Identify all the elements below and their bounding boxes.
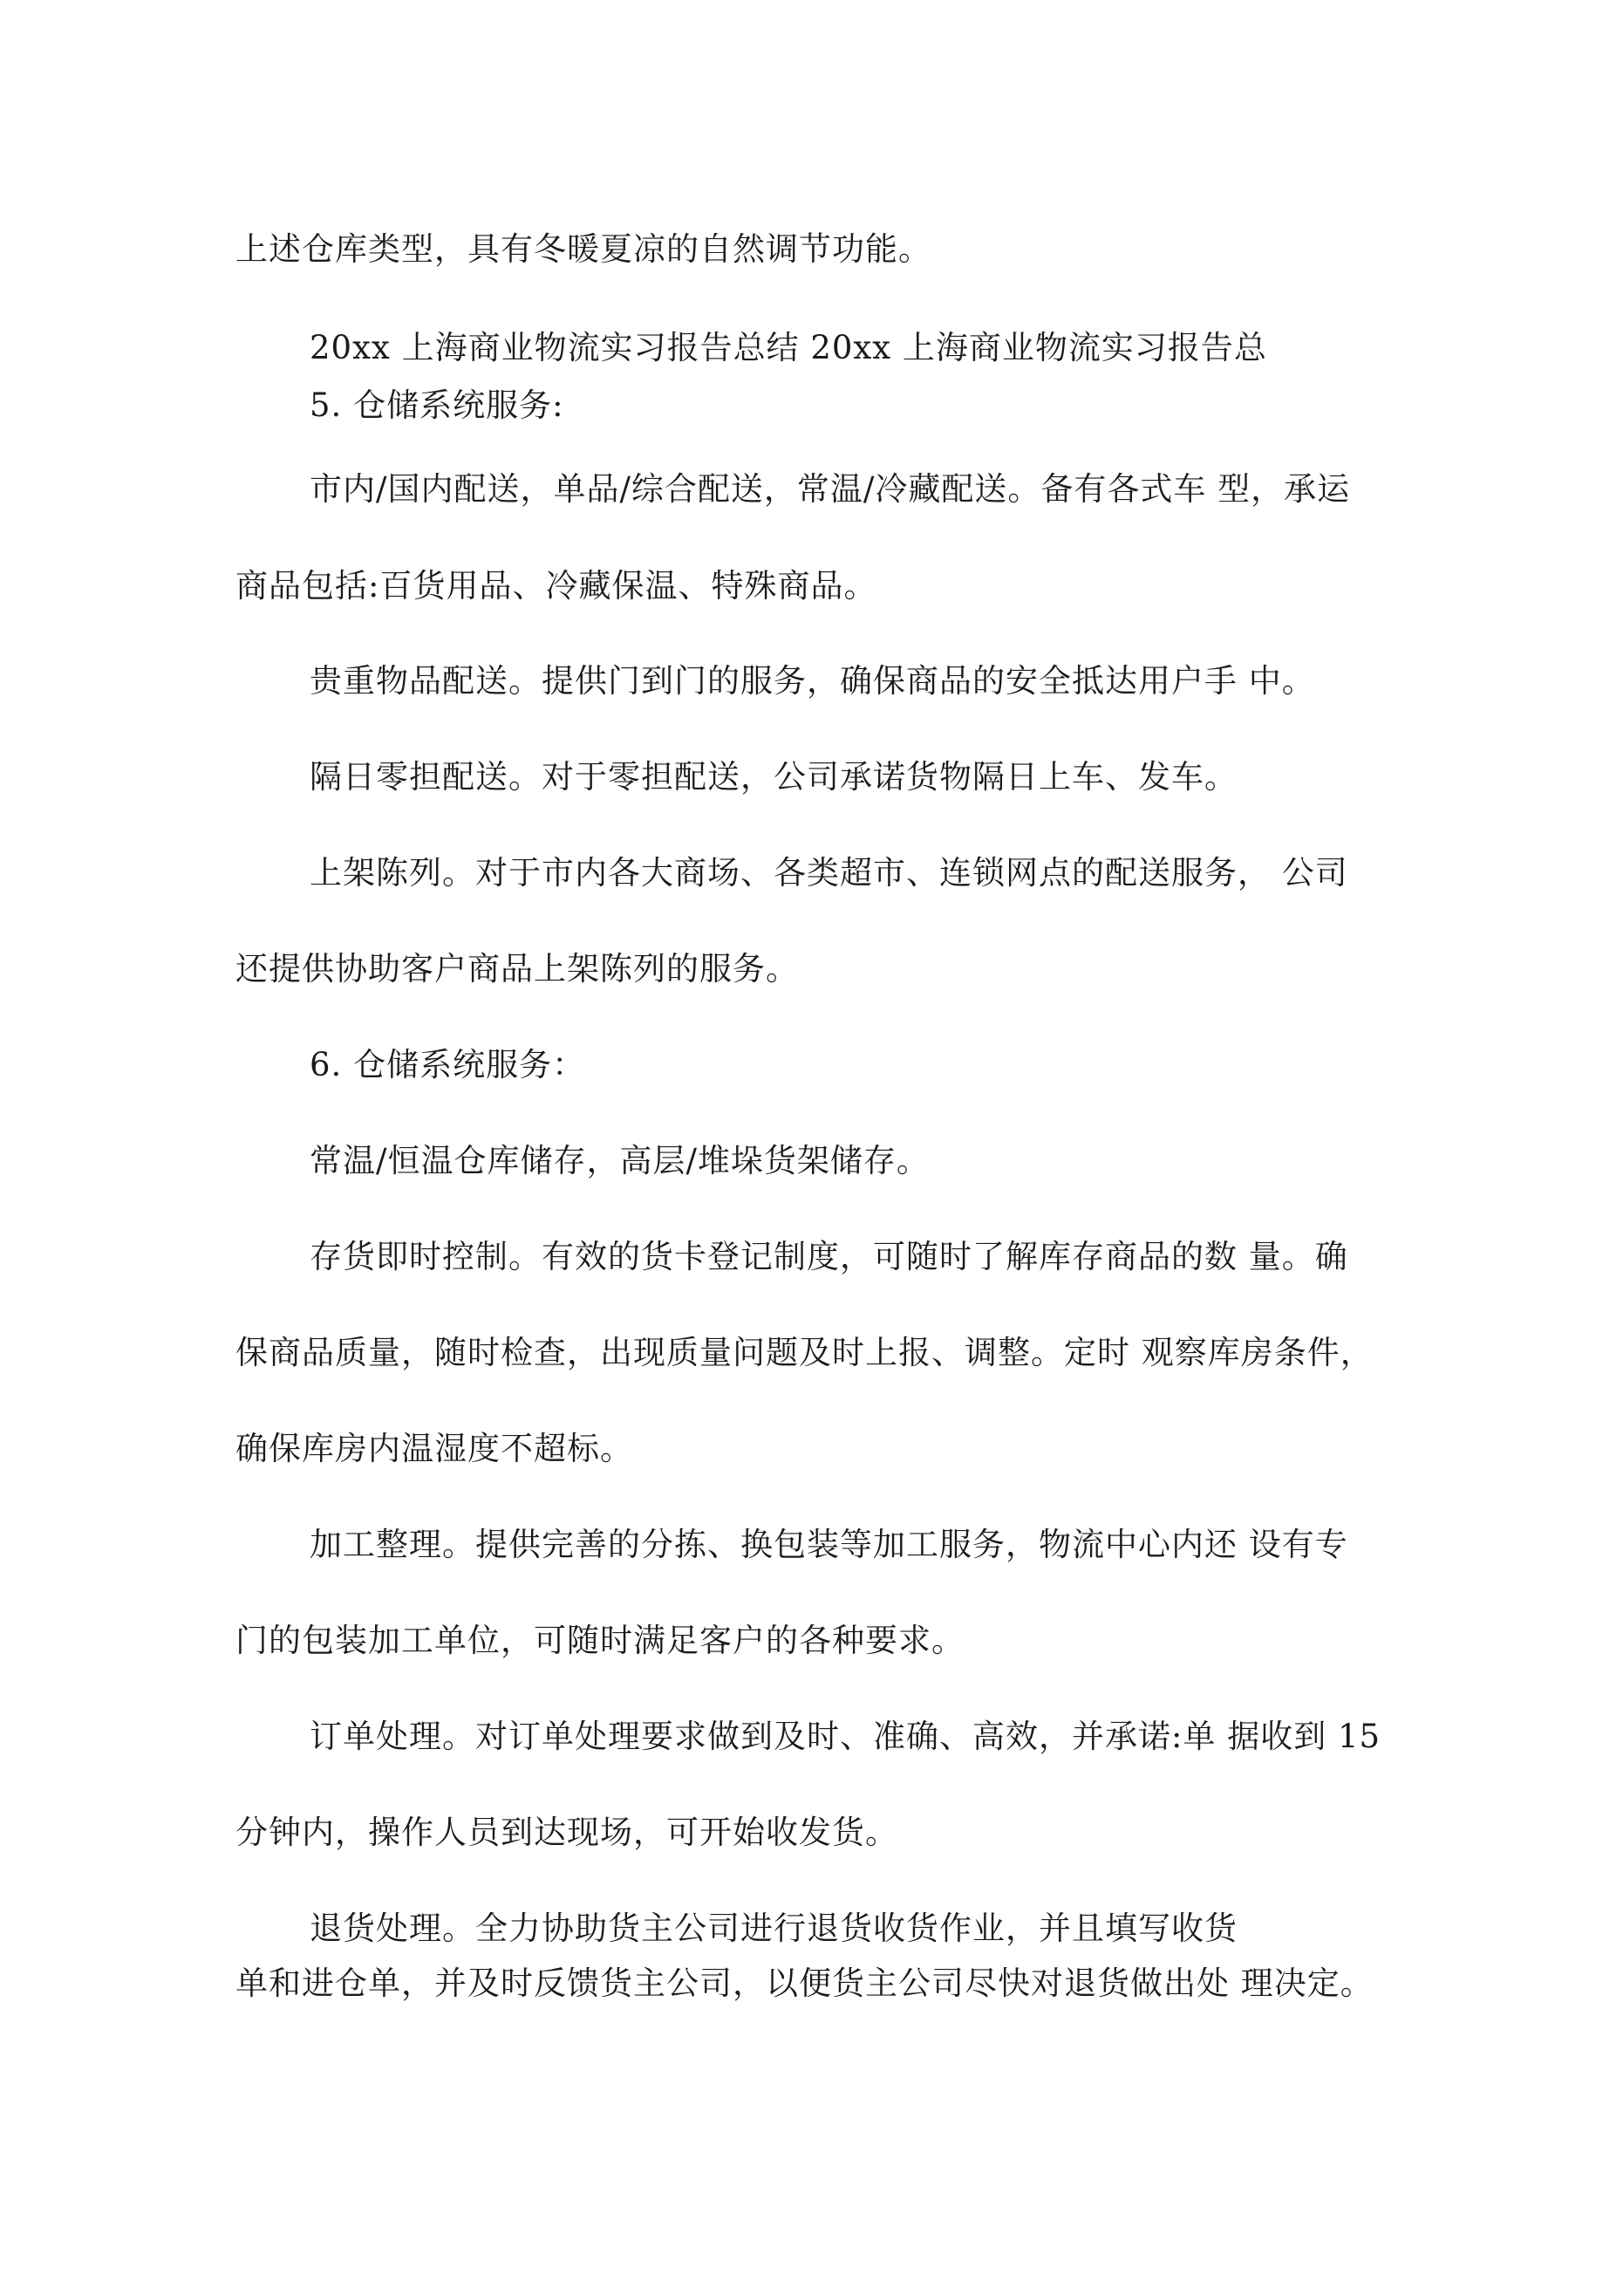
text-line-14: 门的包装加工单位，可随时满足客户的各种要求。 xyxy=(235,1622,965,1659)
text-line-2: 20xx 上海商业物流实习报告总结 20xx 上海商业物流实习报告总 xyxy=(310,329,1267,366)
text-line-18: 单和进仓单，并及时反馈货主公司，以便货主公司尽快对退货做出处 理决定。 xyxy=(235,1965,1374,2002)
text-line-16: 分钟内，操作人员到达现场，可开始收发货。 xyxy=(235,1814,898,1851)
text-line-17: 退货处理。全力协助货主公司进行退货收货作业，并且填写收货 xyxy=(310,1910,1238,1947)
text-line-8: 还提供协助客户商品上架陈列的服务。 xyxy=(235,950,799,987)
text-line-12: 确保库房内温湿度不超标。 xyxy=(235,1430,633,1467)
text-line-11: 保商品质量，随时检查，出现质量问题及时上报、调整。定时 观察库房条件， xyxy=(235,1334,1374,1371)
text-line-3: 市内/国内配送，单品/综合配送，常温/冷藏配送。备有各式车 型，承运 xyxy=(310,470,1351,508)
text-line-6: 隔日零担配送。对于零担配送，公司承诺货物隔日上车、发车。 xyxy=(310,758,1238,796)
text-line-15: 订单处理。对订单处理要求做到及时、准确、高效，并承诺:单 据收到 15 xyxy=(310,1718,1381,1755)
text-line-10: 存货即时控制。有效的货卡登记制度，可随时了解库存商品的数 量。确 xyxy=(310,1238,1348,1275)
section-heading-5: 5. 仓储系统服务: xyxy=(310,386,564,424)
text-line-5: 贵重物品配送。提供门到门的服务，确保商品的安全抵达用户手 中。 xyxy=(310,662,1315,700)
text-line-4: 商品包括:百货用品、冷藏保温、特殊商品。 xyxy=(235,567,877,605)
text-line-1: 上述仓库类型，具有冬暖夏凉的自然调节功能。 xyxy=(235,230,931,268)
section-heading-6: 6. 仓储系统服务： xyxy=(310,1046,586,1083)
text-line-7: 上架陈列。对于市内各大商场、各类超市、连锁网点的配送服务， 公司 xyxy=(310,854,1348,892)
text-line-9: 常温/恒温仓库储存，高层/堆垛货架储存。 xyxy=(310,1142,930,1179)
text-line-13: 加工整理。提供完善的分拣、换包装等加工服务，物流中心内还 设有专 xyxy=(310,1526,1348,1563)
